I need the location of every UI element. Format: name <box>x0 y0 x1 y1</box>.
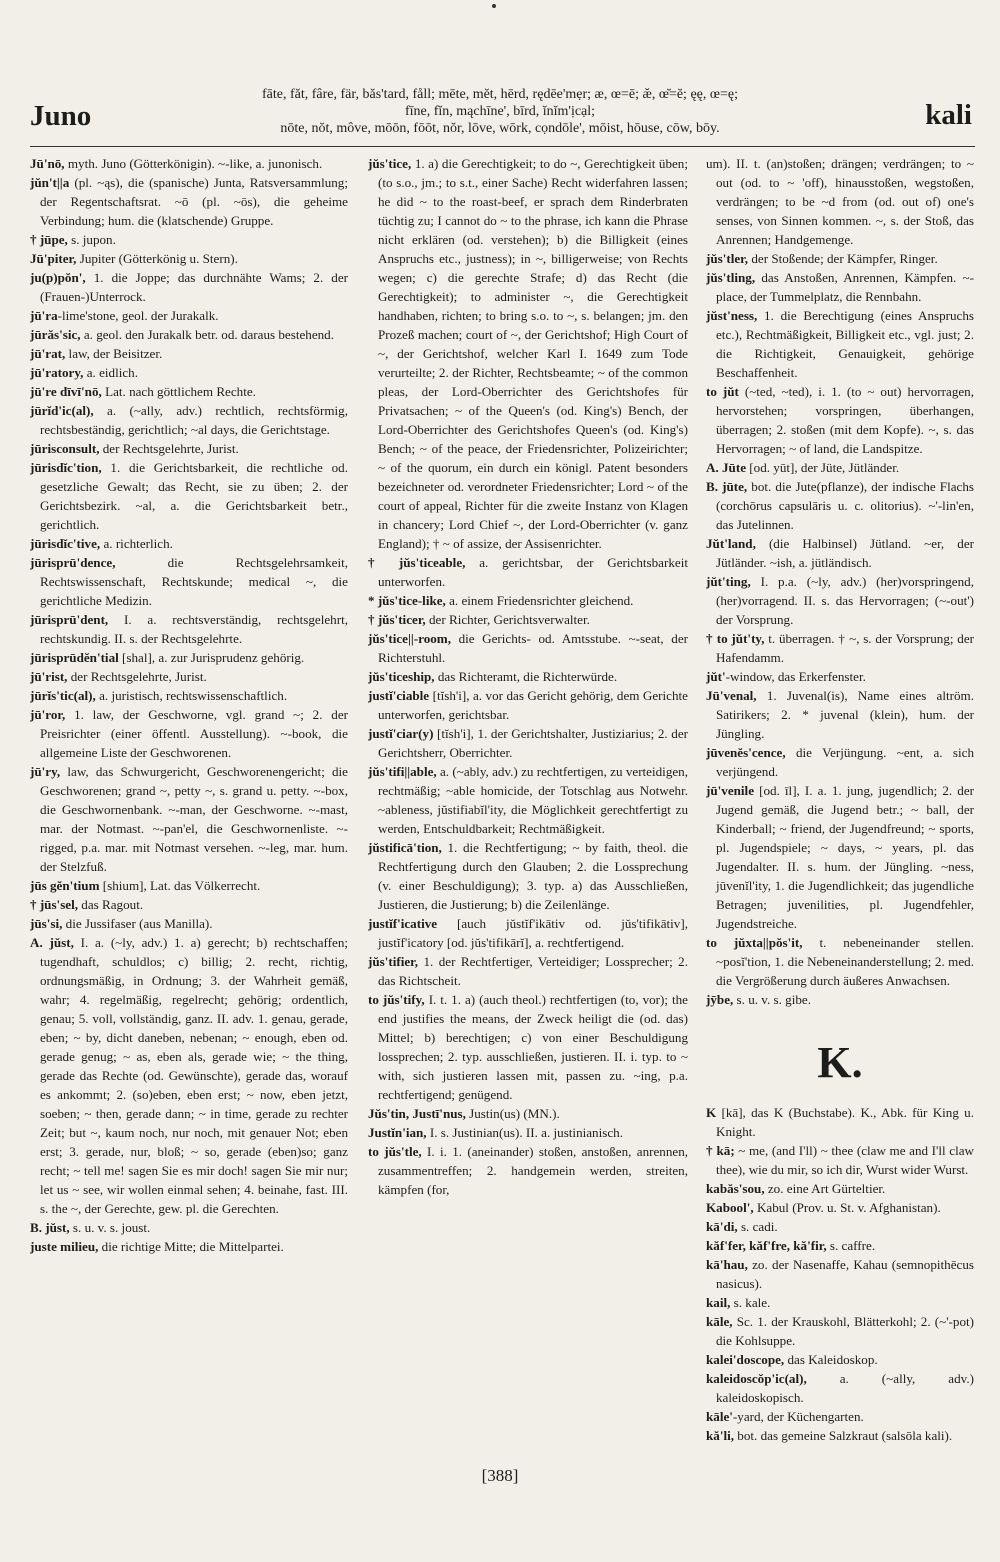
dictionary-entry <box>368 838 688 914</box>
dictionary-entry <box>706 629 974 667</box>
definition: -yard, der Küchengarten. <box>732 1409 864 1424</box>
headword: jū'ror, <box>30 707 66 722</box>
headword: to jŭs'tle, <box>368 1144 422 1159</box>
dictionary-entry <box>30 173 348 230</box>
dictionary-entry <box>706 1350 974 1369</box>
dictionary-entry <box>706 1407 974 1426</box>
headword: Jū'piter, <box>30 251 77 266</box>
headword: jŭs'tice||-room, <box>368 631 451 646</box>
dictionary-entry <box>30 439 348 458</box>
headword: kail, <box>706 1295 731 1310</box>
dictionary-entry <box>30 933 348 1218</box>
definition: zo. der Nasenaffe, Kahau (semnopithēcus nasicus). <box>716 1257 974 1291</box>
definition: Lat. nach göttlichem Rechte. <box>101 384 256 399</box>
dictionary-entry <box>706 1369 974 1407</box>
headword: kā'hau, <box>706 1257 748 1272</box>
headword: † kā; <box>706 1143 735 1158</box>
dictionary-entry <box>706 743 974 781</box>
definition: (~ted, ~ted), i. 1. (to ~ out) hervorragen, hervorstehen; vorspringen, überhangen, überragen; 2. stoßen (mit dem Kopfe). ~, s. das Hervorragen; ~ of land, die Landspitze. <box>716 384 974 456</box>
dictionary-entry <box>706 249 974 268</box>
definition: der Rechtsgelehrte, Jurist. <box>67 669 207 684</box>
dictionary-entry <box>706 1255 974 1293</box>
definition: t. überragen. † ~, s. der Vorsprung; der Hafendamm. <box>716 631 974 665</box>
definition: law, das Schwurgericht, Geschworenengericht; die Geschworenen; grand ~, petty ~, s. grand u. petty. ~-box, die Geschwornenbank. ~-man, der Geschworne. ~-mast, mar. der Notmast. ~-pan'el, die Geschwornenliste. ~-rigged, p.a. mar. mit Notmast versehen. ~-leg, mar. hum. der Stelzfuß. <box>40 764 348 874</box>
definition: [shal], a. zur Jurisprudenz gehörig. <box>118 650 305 665</box>
definition: 1. law, der Geschworne, vgl. grand ~; 2. der Preisrichter (einer öffentl. Ausstellung). ~-book, die allgemeine Liste der Geschworenen. <box>40 707 348 760</box>
header-rule <box>30 146 975 147</box>
definition: I. a. rechtsverständig, rechtsgelehrt, rechtskundig. II. s. der Rechtsgelehrte. <box>40 612 348 646</box>
page-number: [388] <box>481 1466 519 1485</box>
headword: ju(p)pŏn', <box>30 270 86 285</box>
headword: kā'di, <box>706 1219 738 1234</box>
headword: † jūs'sel, <box>30 897 79 912</box>
definition: s. caffre. <box>826 1238 876 1253</box>
headword: jūrisprū'dence, <box>30 555 116 570</box>
dictionary-entry <box>368 914 688 952</box>
headword: Jū'venal, <box>706 688 757 703</box>
headword: kāle' <box>706 1409 733 1424</box>
dictionary-entry <box>30 401 348 439</box>
definition: das Richteramt, die Richterwürde. <box>434 669 618 684</box>
headword: jŭst'ness, <box>706 308 758 323</box>
headword: Justĭn'ian, <box>368 1125 427 1140</box>
definition: die Jussifaser (aus Manilla). <box>62 916 213 931</box>
definition: I. a. (~ly, adv.) 1. a) gerecht; b) rechtschaffen; tugendhaft, schuldlos; c) billig; 2. recht, richtig, ordnungsmäßig, in Ordnung; 3. der Wahrheit gemäß, wahr; 4. regelmäßig, regelrecht; gehörig; ordentlich, genau; 5. voll, vollständig, ganz. II. adv. 1. genau, gerade, eben; ~ by, dicht daneben, nebenan; ~ enough, eben od. gerade genug; ~ as, eben als, gerade wie; ~ the thing, gerade das Rechte (od. Gewünschte), gerade das, worauf es ankommt; 2. (so)eben, eben erst; ~ now, eben jetzt, soeben; ~ then, gerade dann; ~ in time, gerade zu rechter Zeit; but ~, kaum noch, nur noch, mit genauer Not; eben erst; 3. gerade, nur, bloß; ~ so, gerade (eben)so; ganz recht; ~ tell me! sagen Sie es mir doch! sagen Sie mir nur; let us ~ see, wir wollen einmal sehen; 4. beinahe, fast. III. s. the ~, der Gerechte, gew. pl. die Gerechten. <box>40 935 348 1216</box>
dictionary-entry <box>706 990 974 1009</box>
definition: 1. die Gerichtsbarkeit, die rechtliche od. gesetzliche Gewalt; das Recht, sie zu üben; 2. der Gerichtsbezirk. ~al, a. die Gerichtsbarkeit betr., gerichtlich. <box>40 460 348 532</box>
pronunciation-key-line-1: fāte, făt, fâre, fär, băs'tard, fåll; mēte, mĕt, hērd, rędēe'mẹr; æ, œ=ē; æ̆, œ̆=ĕ; ęę, œ=ę; <box>262 87 738 102</box>
dictionary-entry <box>30 325 348 344</box>
definition: [tĭsh'i], 1. der Gerichtshalter, Justiziarius; 2. der Gerichtsherr, Oberrichter. <box>378 726 688 760</box>
dictionary-entry <box>706 686 974 743</box>
dictionary-entry <box>30 534 348 553</box>
definition: a. geol. den Jurakalk betr. od. daraus bestehend. <box>80 327 334 342</box>
headword: † jŭs'ticeable, <box>368 555 466 570</box>
definition: a. juristisch, rechtswissenschaftlich. <box>95 688 288 703</box>
headword: jūrĭd'ic(al), <box>30 403 94 418</box>
definition: s. jupon. <box>67 232 116 247</box>
running-head-right: kali <box>925 99 972 131</box>
headword: jūvenĕs'cence, <box>706 745 786 760</box>
dictionary-entry <box>368 1123 688 1142</box>
definition: 1. der Rechtfertiger, Verteidiger; Lossprecher; 2. das Richtscheit. <box>378 954 688 988</box>
definition: a. (~ally, adv.) kaleidoskopisch. <box>716 1371 974 1405</box>
dictionary-entry <box>30 914 348 933</box>
dictionary-entry <box>368 1142 688 1199</box>
dictionary-entry <box>30 230 348 249</box>
dictionary-entry <box>706 933 974 990</box>
section-letter: K. <box>817 1038 863 1087</box>
definition: [kā], das K (Buchstabe). K., Abk. für King u. Knight. <box>716 1105 974 1139</box>
headword: kabăs'sou, <box>706 1181 765 1196</box>
dictionary-entry <box>368 952 688 990</box>
definition: s. u. v. s. gibe. <box>733 992 811 1007</box>
headword: jŭt' <box>706 669 726 684</box>
dictionary-entry <box>368 667 688 686</box>
headword: to jŭxta||pŏs'it, <box>706 935 803 950</box>
column-1 <box>30 154 348 1454</box>
dictionary-entry <box>706 1179 974 1198</box>
definition: 1. Juvenal(is), Name eines altröm. Satirikers; 2. * juvenal (klein), hum. der Jüngling. <box>716 688 974 741</box>
dictionary-entry <box>30 1218 348 1237</box>
dictionary-entry <box>368 553 688 591</box>
definition: I. i. 1. (aneinander) stoßen, anstoßen, anrennen, zusammentreffen; 2. handgemein werden, streiten, kämpfen (for, <box>378 1144 688 1197</box>
dictionary-entry <box>706 306 974 382</box>
definition: [od. yūt], der Jüte, Jütländer. <box>746 460 900 475</box>
dictionary-entry <box>368 724 688 762</box>
headword: jūs gĕn'tium <box>30 878 100 893</box>
headword: jūrisconsult, <box>30 441 100 456</box>
headword: justĭ'ciar(y) <box>368 726 434 741</box>
headword: kāle, <box>706 1314 733 1329</box>
dictionary-entry <box>706 154 974 249</box>
headword: jū'rist, <box>30 669 68 684</box>
definition: bot. das gemeine Salzkraut (salsōla kali). <box>734 1428 953 1443</box>
definition: die richtige Mitte; die Mittelpartei. <box>98 1239 284 1254</box>
dictionary-entry <box>30 268 348 306</box>
headword: jūrăs'sic, <box>30 327 81 342</box>
headword: Jŭs'tin, Justī'nus, <box>368 1106 466 1121</box>
headword: juste milieu, <box>30 1239 99 1254</box>
definition: [auch jŭstĭf'ikātiv od. jŭs'tifikātiv], justĭf'icatory [od. jŭs'tifikārĭ], a. rechtfertigend. <box>378 916 688 950</box>
headword: † jŭs'ticer, <box>368 612 426 627</box>
headword: jū're dīvī'nō, <box>30 384 102 399</box>
definition: das Ragout. <box>78 897 144 912</box>
headword: jū'rat, <box>30 346 66 361</box>
headword: justĭf'icative <box>368 916 438 931</box>
headword: jū'venile <box>706 783 755 798</box>
dictionary-entry <box>706 382 974 458</box>
definition: a. eidlich. <box>83 365 139 380</box>
headword: jŭs'tice, <box>368 156 412 171</box>
dictionary-entry <box>368 610 688 629</box>
definition: die Gerichts- od. Amtsstube. ~-seat, der Richterstuhl. <box>378 631 688 665</box>
pronunciation-key-line-3: nōte, nŏt, môve, mōōn, fōōt, nŏr, lōve, wōrk, cọndōle', mōist, hōuse, cōw, bōy. <box>280 121 720 136</box>
pronunciation-key-line-2: fīne, fĭn, mąchīne', bīrd, ĭnĭm'ịcạl; <box>404 104 596 119</box>
headword: jȳbe, <box>706 992 734 1007</box>
definition: bot. die Jute(pflanze), der indische Flachs (corchōrus capsulāris u. c. olitorius). ~'-lin'en, das Jutelinnen. <box>716 479 974 532</box>
headword: kalei'doscope, <box>706 1352 785 1367</box>
headword: kăf'fer, kăf'fre, kă'fir, <box>706 1238 827 1253</box>
dictionary-entry <box>368 762 688 838</box>
headword: Jŭt'land, <box>706 536 756 551</box>
headword: jūrisdĭc'tion, <box>30 460 102 475</box>
dictionary-entry <box>30 306 348 325</box>
headword: B. jūte, <box>706 479 748 494</box>
headword: jŭs'tifi||able, <box>368 764 437 779</box>
page-speck <box>492 4 496 8</box>
headword: jūs'si, <box>30 916 63 931</box>
headword: jŭs'ticeship, <box>368 669 435 684</box>
definition: a. gerichtsbar, der Gerichtsbarkeit unterworfen. <box>378 555 688 589</box>
definition: der Stoßende; der Kämpfer, Ringer. <box>748 251 938 266</box>
dictionary-entry <box>706 477 974 534</box>
dictionary-entry <box>30 382 348 401</box>
definition: -lime'stone, geol. der Jurakalk. <box>57 308 219 323</box>
definition: Kabul (Prov. u. St. v. Afghanistan). <box>753 1200 941 1215</box>
definition: der Richter, Gerichtsverwalter. <box>425 612 590 627</box>
definition: (die Halbinsel) Jütland. ~er, der Jütländer. ~ish, a. jütländisch. <box>716 536 974 570</box>
definition: [od. īl], I. a. 1. jung, jugendlich; 2. der Jugend gemäß, die Jugend betr.; ~ ball, der Kinderball; ~ friend, der Jugendfreund; ~ sports, pl. Jugendspiele; ~ days, ~ years, pl. das Jugendalter. II. s. hum. der Jüngling. ~ness, jūvenĭl'ity, 1. die Jugendlichkeit; das jugendliche Betragen; juvenilities, pl. Jugendfehler, Jugendstreiche. <box>716 783 974 931</box>
headword: † jūpe, <box>30 232 68 247</box>
definition: zo. eine Art Gürteltier. <box>764 1181 886 1196</box>
headword: A. Jūte <box>706 460 747 475</box>
headword: justĭ'ciable <box>368 688 430 703</box>
headword: jŭt'ting, <box>706 574 751 589</box>
headword: jū'ry, <box>30 764 61 779</box>
dictionary-entry <box>30 762 348 876</box>
headword: jūrisprū'dent, <box>30 612 109 627</box>
definition: a. einem Friedensrichter gleichend. <box>445 593 634 608</box>
dictionary-entry <box>368 591 688 610</box>
definition: das Anstoßen, Anrennen, Kämpfen. ~-place, der Tummelplatz, die Rennbahn. <box>716 270 974 304</box>
dictionary-entry <box>368 1104 688 1123</box>
dictionary-entry <box>368 629 688 667</box>
definition: I. p.a. (~ly, adv.) (her)vorspringend, (her)vorragend. II. s. das Hervorragen; (~-out') der Vorsprung. <box>716 574 974 627</box>
definition: [tĭsh'i], a. vor das Gericht gehörig, dem Gerichte unterworfen, gerichtsbar. <box>378 688 688 722</box>
headword: K <box>706 1105 717 1120</box>
dictionary-entry <box>30 344 348 363</box>
definition: t. nebeneinander stellen. ~posĭ'tion, 1. die Nebeneinanderstellung; 2. med. die Vergrößerung durch äußeres Anwachsen. <box>716 935 974 988</box>
dictionary-entry <box>30 610 348 648</box>
column-3 <box>706 154 974 1454</box>
headword: kaleidoscŏp'ic(al), <box>706 1371 807 1386</box>
definition: myth. Juno (Götterkönigin). ~-like, a. junonisch. <box>64 156 323 171</box>
dictionary-entry <box>30 648 348 667</box>
definition: Sc. 1. der Krauskohl, Blätterkohl; 2. (~'-pot) die Kohlsuppe. <box>716 1314 974 1348</box>
definition: die Rechtsgelehrsamkeit, Rechtswissenschaft, Rechtskunde; medical ~, die gerichtliche Medizin. <box>40 555 348 608</box>
dictionary-entry <box>706 781 974 933</box>
dictionary-entry <box>706 1103 974 1141</box>
dictionary-entry <box>368 686 688 724</box>
headword: * jŭs'tice-like, <box>368 593 446 608</box>
dictionary-entry <box>706 667 974 686</box>
dictionary-entry <box>706 268 974 306</box>
definition: a. richterlich. <box>100 536 173 551</box>
definition: a. (~ably, adv.) zu rechtfertigen, zu verteidigen, rechtmäßig; ~able homicide, der Totschlag aus Notwehr. ~ableness, jŭstifiabĭl'ity, die Möglichkeit gerechtfertigt zu werden, Entschuldbarkeit; Rechtmäßigkeit. <box>378 764 688 836</box>
headword: kă'li, <box>706 1428 735 1443</box>
headword: † to jŭt'ty, <box>706 631 765 646</box>
headword: jūrisprūdĕn'tial <box>30 650 119 665</box>
definition: um). II. t. (an)stoßen; drängen; verdrängen; to ~ out (od. to ~ 'off), hinausstoßen, wegstoßen, verdrängen; to be ~d from (od. out of) one's senses, von Sinnen kommen. ~, s. der Stoß, das Anrennen; Handgemenge. <box>706 156 974 247</box>
definition: die Verjüngung. ~ent, a. sich verjüngend. <box>716 745 974 779</box>
definition: das Kaleidoskop. <box>784 1352 878 1367</box>
definition: 1. die Berechtigung (eines Anspruchs etc.), Rechtmäßigkeit, Billigkeit etc., vgl. just; 2. die Richtigkeit, Genauigkeit, gehörige Beschaffenheit. <box>716 308 974 380</box>
dictionary-entry <box>30 667 348 686</box>
dictionary-entry <box>368 154 688 553</box>
dictionary-entry <box>30 876 348 895</box>
dictionary-entry <box>30 895 348 914</box>
definition: 1. die Joppe; das durchnähte Wams; 2. der (Frauen-)Unterrock. <box>40 270 348 304</box>
headword: jŭs'tling, <box>706 270 756 285</box>
dictionary-entry <box>706 1141 974 1179</box>
definition: [shium], Lat. das Völkerrecht. <box>99 878 261 893</box>
headword: jŭstificā'tion, <box>368 840 442 855</box>
headword: A. jŭst, <box>30 935 74 950</box>
definition: law, der Beisitzer. <box>65 346 163 361</box>
headword: jūrĭs'tic(al), <box>30 688 96 703</box>
dictionary-entry <box>706 1426 974 1445</box>
definition: Justin(us) (MN.). <box>465 1106 560 1121</box>
headword: jŭs'tler, <box>706 251 749 266</box>
dictionary-entry <box>706 1198 974 1217</box>
definition: -window, das Erkerfenster. <box>725 669 866 684</box>
definition: der Rechtsgelehrte, Jurist. <box>99 441 239 456</box>
column-2 <box>368 154 688 1454</box>
headword: Kabool', <box>706 1200 754 1215</box>
dictionary-entry <box>706 1312 974 1350</box>
running-head-left: Juno <box>30 100 92 132</box>
dictionary-entry <box>30 458 348 534</box>
dictionary-entry <box>30 1237 348 1256</box>
definition: 1. a) die Gerechtigkeit; to do ~, Gerechtigkeit üben; (to s.o., jm.; to s.t., einer Sache) Recht widerfahren lassen; he did ~ to the roast-beef, er sprach dem Rinderbraten tüchtig zu; I cannot do ~ to the phrase, ich kann die Phrase nicht erklären (od. verstehen); b) die Billigkeit (eines Anspruchs etc., justness); in ~, billigerweise; von Rechts wegen; c) die gerechte Strafe; d) das Recht (die Gerechtigkeit); to administer ~, die Gerechtigkeit handhaben, richten; to bring s.o. to ~, s. belangen; jm. den Prozeß machen; court of ~, der Gerichtshof; High Court of ~, der Gerichtshof, welcher Karl I. 1649 zum Tode verurteilte; 2. der Richter, Rechtsbeamte; ~ of the common pleas, der Lord-Oberrichter des Gerichtshofes für Privatsachen; ~ of the Queen's (od. King's) Bench, der Lord-Oberrichter des Gerichtshofes Queen's (od. King's) Bench; ~ of the peace, der Friedensrichter, Polizeirichter; ~ of the quorum, ein durch ein königl. Patent besonders bezeichneter od. verordneter Friedensrichter; Lord ~ of the court of appeal, Richter für die zweite Instanz von Klagen in chancery; Lord Chief ~, der Lord-Oberrichter (v. ganz England); † ~ of assize, der Assisenrichter. <box>378 156 688 551</box>
definition: ~ me, (and I'll) ~ thee (claw me and I'll claw thee), wie du mir, so ich dir, Wurst wider Wurst. <box>716 1143 974 1177</box>
headword: jū'ra <box>30 308 58 323</box>
headword: to jŭs'tify, <box>368 992 425 1007</box>
dictionary-entry <box>30 705 348 762</box>
definition: s. kale. <box>730 1295 771 1310</box>
headword: jŭs'tifier, <box>368 954 419 969</box>
definition: I. t. 1. a) (auch theol.) rechtfertigen (to, vor); the end justifies the means, der Zweck heiligt die (od. das) Mittel; b) berechtigen; c) von einer Beschuldigung lossprechen; 2. typ. ausschließen, justieren. II. i. typ. to ~ with, sich justieren lassen mit, passen zu. ~ing, p.a. rechtfertigend; genügend. <box>378 992 688 1102</box>
definition: Jupiter (Götterkönig u. Stern). <box>76 251 238 266</box>
headword: jŭn't||a <box>30 175 70 190</box>
definition: (pl. ~ąs), die (spanische) Junta, Ratsversammlung; der Regentschaftsrat. ~ō (pl. ~ōs), die geheime Verbindung; hum. die (klatschende) Gruppe. <box>40 175 348 228</box>
definition: 1. die Rechtfertigung; ~ by faith, theol. die Rechtfertigung durch den Glauben; 2. die Lossprechung (v. einer Beschuldigung); 3. typ. a) das Ausschließen, Justieren, die Justierung; b) die Zeilenlänge. <box>378 840 688 912</box>
dictionary-entry <box>30 249 348 268</box>
definition: s. cadi. <box>737 1219 778 1234</box>
headword: Jū'nō, <box>30 156 65 171</box>
headword: jū'ratory, <box>30 365 84 380</box>
dictionary-entry <box>30 154 348 173</box>
dictionary-entry <box>30 553 348 610</box>
dictionary-entry <box>706 572 974 629</box>
dictionary-entry <box>706 458 974 477</box>
dictionary-entry <box>706 1217 974 1236</box>
dictionary-entry <box>30 686 348 705</box>
headword: jūrisdĭc'tive, <box>30 536 101 551</box>
definition: s. u. v. s. joust. <box>69 1220 151 1235</box>
dictionary-entry <box>706 1236 974 1255</box>
dictionary-entry <box>368 990 688 1104</box>
dictionary-entry <box>706 534 974 572</box>
dictionary-entry <box>30 363 348 382</box>
definition: a. (~ally, adv.) rechtlich, rechtsförmig, rechtsbeständig, gerichtlich; ~al days, die Gerichtstage. <box>40 403 348 437</box>
definition: I. s. Justinian(us). II. a. justinianisch. <box>426 1125 623 1140</box>
headword: to jŭt <box>706 384 739 399</box>
headword: B. jŭst, <box>30 1220 70 1235</box>
dictionary-entry <box>706 1293 974 1312</box>
